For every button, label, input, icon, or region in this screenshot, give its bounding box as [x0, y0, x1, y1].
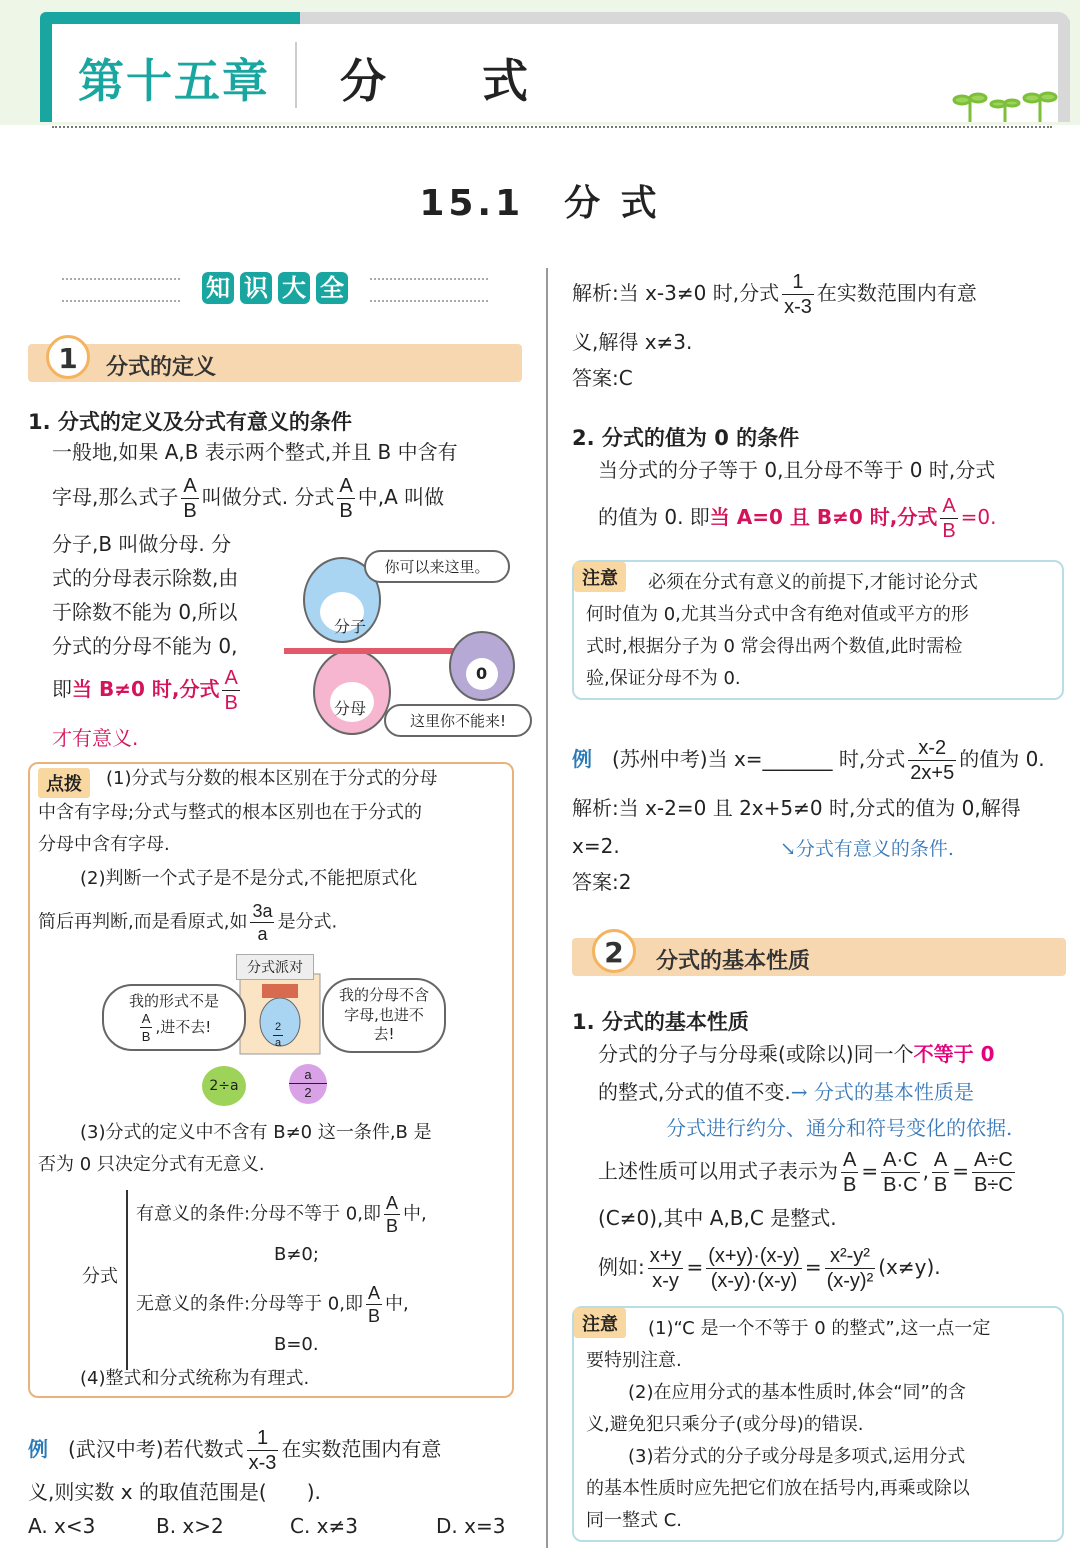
note-line: 的基本性质时应先把它们放在括号内,再乘或除以 — [586, 1478, 970, 1499]
note-line: 何时值为 0,尤其当分式中含有绝对值或平方的形 — [586, 604, 969, 625]
section-1-label: 分式的定义 — [106, 355, 217, 380]
egg-character: 2÷a — [202, 1066, 246, 1106]
header-dotted-rule — [52, 126, 1052, 128]
banner-char: 知 — [202, 272, 234, 304]
handwritten-note: ↘分式有意义的条件. — [780, 838, 954, 860]
example-line: 例 (苏州中考)当 x=_______ 时,分式 $\frac{x-2}{2x+5}$ 的值为 0. — [572, 737, 1045, 784]
section-2-banner — [572, 938, 1066, 976]
speech-bubble: 你可以来这里。 — [364, 550, 510, 583]
note-line: 验,保证分母不为 0. — [586, 668, 741, 689]
tip-line: 简后再判断,而是看原式,如 $\frac{3a}{a}$ 是分式. — [38, 901, 338, 944]
brace-line-text: 无意义的条件:分母等于 0,即 $\frac{A}{B}$ 中, — [136, 1283, 409, 1326]
header-accent-bar — [40, 12, 300, 24]
note-line: 要特别注意. — [586, 1350, 682, 1371]
tip-line: (4)整式和分式统称为有理式. — [80, 1368, 310, 1389]
cartoon-label-denominator: 分母 — [334, 699, 367, 718]
section-2-label: 分式的基本性质 — [656, 949, 811, 974]
cartoon-label-numerator: 分子 — [334, 617, 367, 636]
option: D. x=3 — [436, 1514, 506, 1538]
banner-char: 全 — [316, 272, 348, 304]
party-sign: 分式派对 — [236, 954, 314, 980]
brace-line — [126, 1190, 136, 1370]
chapter-divider — [295, 42, 297, 108]
section-2-number: 2 — [592, 929, 636, 973]
brace-line-text: B≠0; — [274, 1244, 319, 1265]
header-gray-bar — [300, 12, 1070, 24]
para-line: 字母,那么式子 $\frac{A}{B}$ 叫做分式. 分式 $\frac{A}{B}$ 中,A 叫做 — [52, 475, 445, 522]
tip-line: (1)分式与分数的根本区别在于分式的分母 — [106, 768, 438, 789]
party-fraction: $\frac{2}{a}$ — [275, 1021, 282, 1049]
example-line: 义,则实数 x 的取值范围是( ). — [28, 1480, 321, 1504]
answer-line: 答案:C — [572, 366, 633, 390]
note-line: 义,避免犯只乘分子(或分母)的错误. — [586, 1414, 864, 1435]
note-tag: 注意 — [574, 562, 626, 592]
tip-line: (3)分式的定义中不含有 B≠0 这一条件,B 是 — [80, 1122, 432, 1143]
egg-character: $\frac{a}{2}$ — [289, 1064, 327, 1104]
cartoon-label-zero: 0 — [476, 664, 488, 683]
para-line: 当分式的分子等于 0,且分母不等于 0 时,分式 — [598, 458, 996, 482]
heading-zero-condition: 2. 分式的值为 0 的条件 — [572, 426, 800, 450]
para-line: 分子,B 叫做分母. 分 — [52, 532, 232, 556]
para-line: 的整式,分式的值不变.→ 分式的基本性质是 — [598, 1080, 974, 1104]
note-line: (2)在应用分式的基本性质时,体会“同”的含 — [628, 1382, 966, 1403]
brace-line-text: B=0. — [274, 1334, 319, 1355]
formula-line: 例如: $\frac{x+y}{x-y}$ = $\frac{(x+y)\cdot(x-y)}{(x-y)\cdot(x-y)}$ = $\frac{\text{x²-y²}}{\text{(x-y)²}}$ (x≠y). — [598, 1245, 941, 1292]
tip-line: 分母中含有字母. — [38, 834, 170, 855]
knowledge-banner — [60, 272, 490, 308]
para-line: 式的分母表示除数,由 — [52, 566, 239, 590]
note-tag: 注意 — [574, 1308, 626, 1338]
banner-char: 大 — [278, 272, 310, 304]
speech-bubble-right: 我的分母不含字母,也进不去! — [322, 978, 446, 1053]
tip-line: 中含有字母;分式与整式的根本区别也在于分式的 — [38, 802, 423, 823]
formula-line: 上述性质可以用式子表示为 $\frac{A}{B}$ = $\frac{A\cdot C}{B\cdot C}$ , $\frac{A}{B}$ = $\frac{A\div C}{B\div C}$ — [598, 1149, 1013, 1196]
banner-char: 识 — [240, 272, 272, 304]
para-line: 于除数不能为 0,所以 — [52, 600, 238, 624]
para-line: 即当 B≠0 时,分式 $\frac{A}{B}$ — [52, 667, 238, 714]
option: B. x>2 — [156, 1514, 224, 1538]
answer-line: 解析:当 x-3≠0 时,分式 $\frac{1}{x-3}$ 在实数范围内有意 — [572, 271, 977, 318]
answer-line: x=2. — [572, 834, 620, 858]
note-line: (3)若分式的分子或分母是多项式,运用分式 — [628, 1446, 966, 1467]
answer-line: 解析:当 x-2=0 且 2x+5≠0 时,分式的值为 0,解得 — [572, 796, 1021, 820]
option: A. x<3 — [28, 1514, 96, 1538]
option: C. x≠3 — [290, 1514, 358, 1538]
answer-line: 义,解得 x≠3. — [572, 330, 693, 354]
brace-line-text: 有意义的条件:分母不等于 0,即 $\frac{A}{B}$ 中, — [136, 1193, 427, 1236]
section-1-banner — [28, 344, 522, 382]
para-line: 的值为 0. 即当 A=0 且 B≠0 时,分式 $\frac{A}{B}$ =0. — [598, 495, 997, 542]
column-divider — [546, 268, 548, 1548]
tip-tag: 点拨 — [38, 768, 90, 798]
chapter-number: 第十五章 — [78, 54, 270, 108]
heading-definition: 1. 分式的定义及分式有意义的条件 — [28, 410, 352, 434]
sprout-icon — [950, 88, 1060, 124]
handwritten-note: 分式进行约分、通分和符号变化的依据. — [666, 1116, 1013, 1140]
example-line: 例 (武汉中考)若代数式 $\frac{1}{x-3}$ 在实数范围内有意 — [28, 1427, 442, 1474]
tip-line: 否为 0 只决定分式有无意义. — [38, 1154, 265, 1175]
note-line: 同一整式 C. — [586, 1510, 683, 1531]
note-line: (1)“C 是一个不等于 0 的整式”,这一点一定 — [648, 1318, 991, 1339]
para-line: 分式的分子与分母乘(或除以)同一个不等于 0 — [598, 1042, 995, 1066]
section-title: 15.1 分 式 — [419, 183, 661, 224]
tip-line: (2)判断一个式子是不是分式,不能把原式化 — [80, 868, 418, 889]
answer-line: 答案:2 — [572, 870, 632, 894]
para-line: 才有意义. — [52, 726, 139, 750]
speech-bubble: 这里你不能来! — [384, 704, 532, 737]
chapter-title: 分 式 — [340, 54, 569, 108]
note-line: 必须在分式有意义的前提下,才能讨论分式 — [648, 572, 978, 593]
heading-basic-property: 1. 分式的基本性质 — [572, 1010, 749, 1034]
brace-label: 分式 — [82, 1266, 118, 1287]
section-1-number: 1 — [46, 335, 90, 379]
para-line: 分式的分母不能为 0, — [52, 634, 238, 658]
note-line: 式时,根据分子为 0 常会得出两个数值,此时需检 — [586, 636, 963, 657]
para-line: 一般地,如果 A,B 表示两个整式,并且 B 中含有 — [52, 440, 458, 464]
para-line: (C≠0),其中 A,B,C 是整式. — [598, 1206, 837, 1230]
speech-bubble-left: 我的形式不是 $\frac{A}{B}$ ,进不去! — [102, 984, 246, 1051]
